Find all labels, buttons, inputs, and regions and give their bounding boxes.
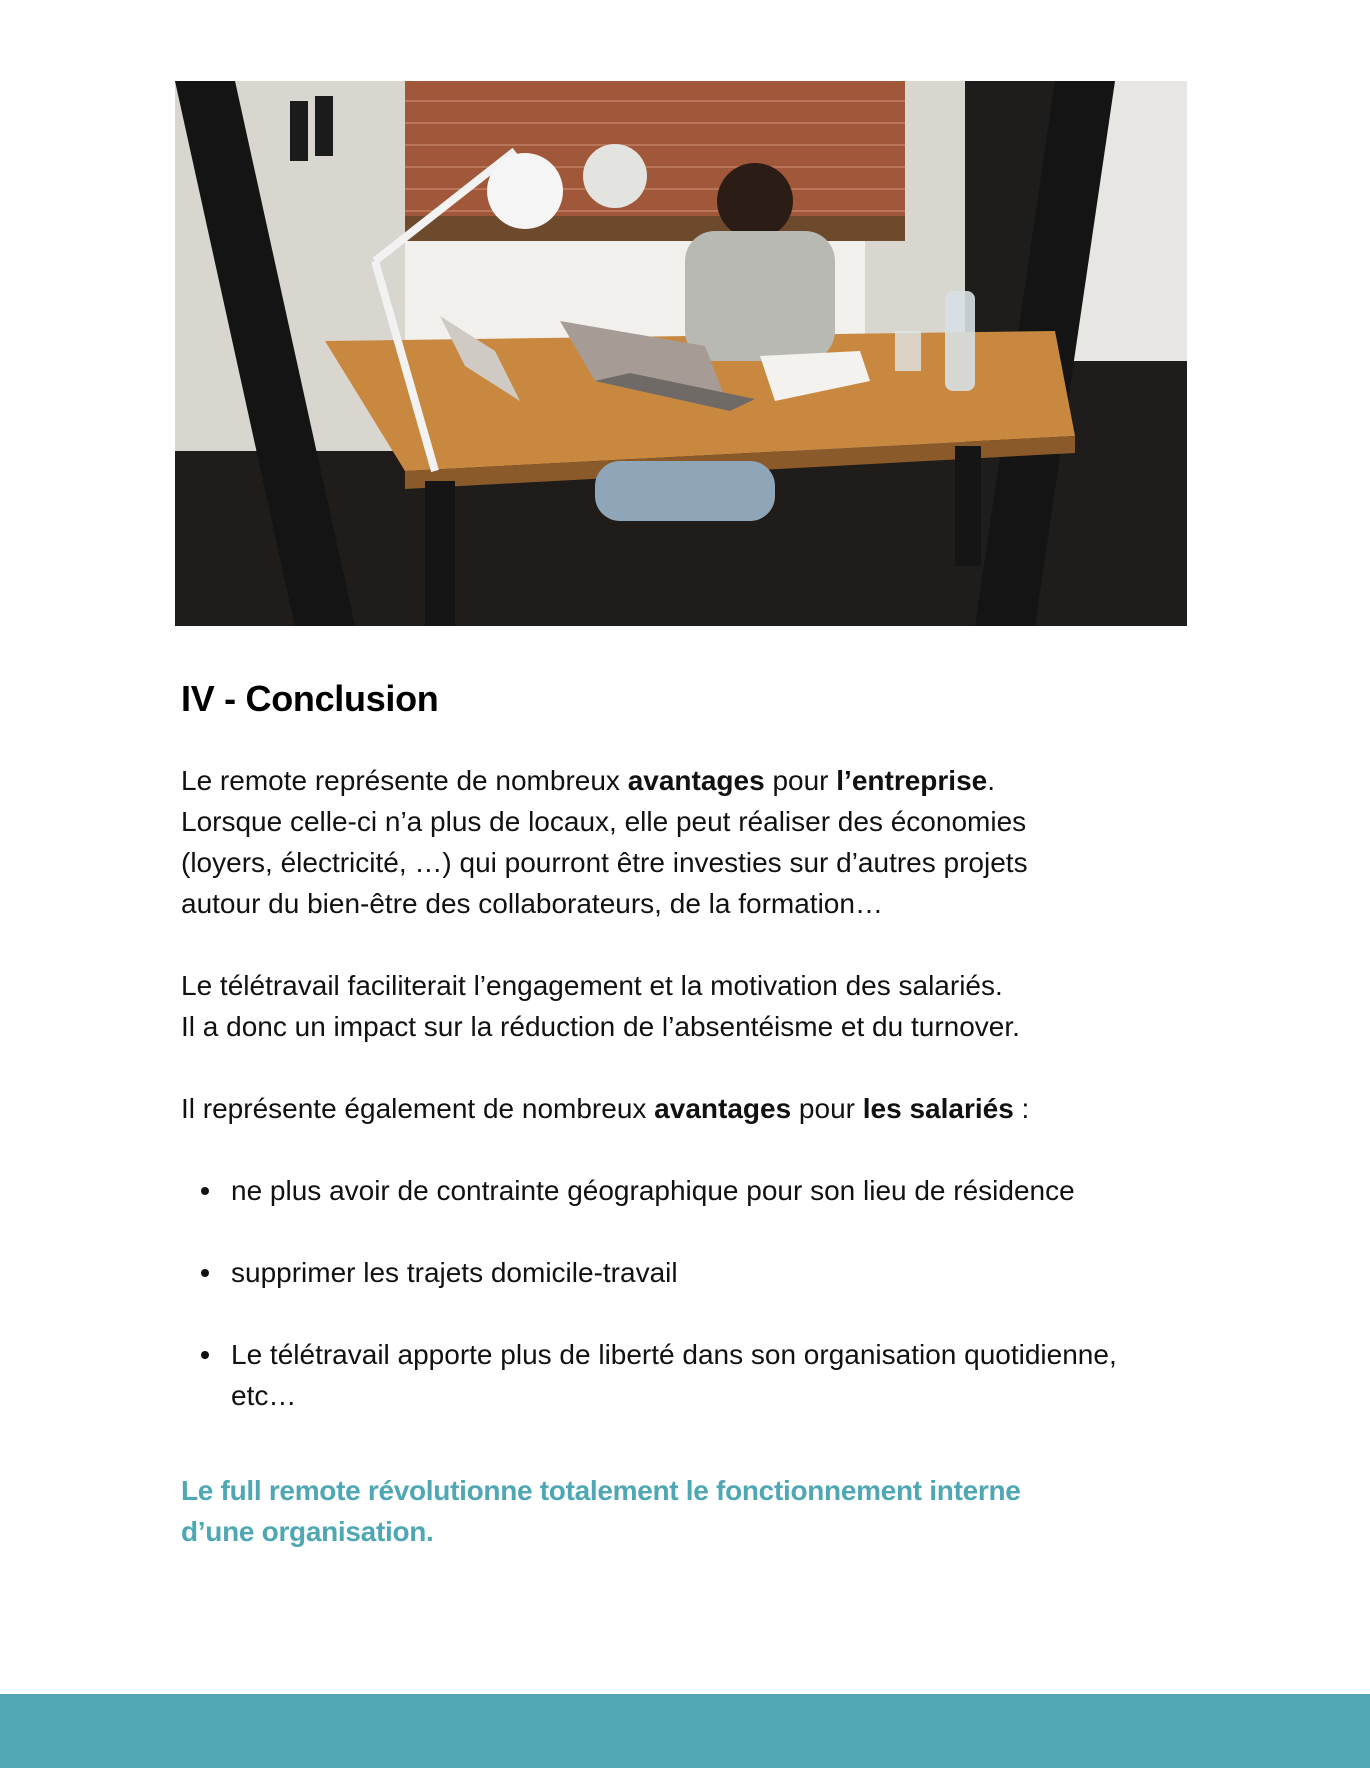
list-item [181,1170,1131,1211]
paragraph-employee-advantages [181,1088,1201,1129]
advantages-list [181,1170,1201,1416]
text-run: pour [791,1093,863,1124]
conclusion-highlight [181,1470,1201,1552]
bold-run: avantages [627,765,765,796]
paragraph-line: Il a donc un impact sur la réduction de l’absentéisme et du turnover. [181,1011,1020,1042]
text-run: . [987,765,996,796]
paragraph-line [181,760,1201,801]
hero-photo [175,81,1187,626]
paragraph-line: autour du bien-être des collaborateurs, de la formation… [181,888,883,919]
footer-band [0,1694,1370,1768]
bullet-icon [201,1187,209,1195]
paragraph-line: Le télétravail faciliterait l’engagement et la motivation des salariés. [181,970,1003,1001]
list-item [181,1334,1131,1416]
bold-run: avantages [654,1093,792,1124]
photo-illustration [175,81,1187,626]
highlight-line: Le full remote révolutionne totalement le fonctionnement interne [181,1475,1021,1506]
list-item [181,1252,1131,1293]
list-item-text: supprimer les trajets domicile-travail [231,1257,678,1288]
paragraph-line: (loyers, électricité, …) qui pourront être investies sur d’autres projets [181,847,1028,878]
bold-run: l’entreprise [836,765,988,796]
text-run: : [1013,1093,1030,1124]
bullet-icon [201,1351,209,1359]
list-item-text: Le télétravail apporte plus de liberté dans son organisation quotidienne, etc… [231,1339,1117,1411]
text-run: Le remote représente de nombreux [181,765,628,796]
paragraph-line: Lorsque celle-ci n’a plus de locaux, elle peut réaliser des économies [181,806,1027,837]
section-title: IV - Conclusion [181,678,439,719]
content [181,675,1201,1552]
bullet-icon [201,1269,209,1277]
text-run: Il représente également de nombreux [181,1093,655,1124]
highlight-line: d’une organisation. [181,1516,434,1547]
list-item-text: ne plus avoir de contrainte géographique pour son lieu de résidence [231,1175,1075,1206]
bold-run: les salariés [862,1093,1014,1124]
paragraph-engagement [181,965,1201,1047]
text-run: pour [764,765,837,796]
paragraph-company-advantages [181,760,1201,924]
